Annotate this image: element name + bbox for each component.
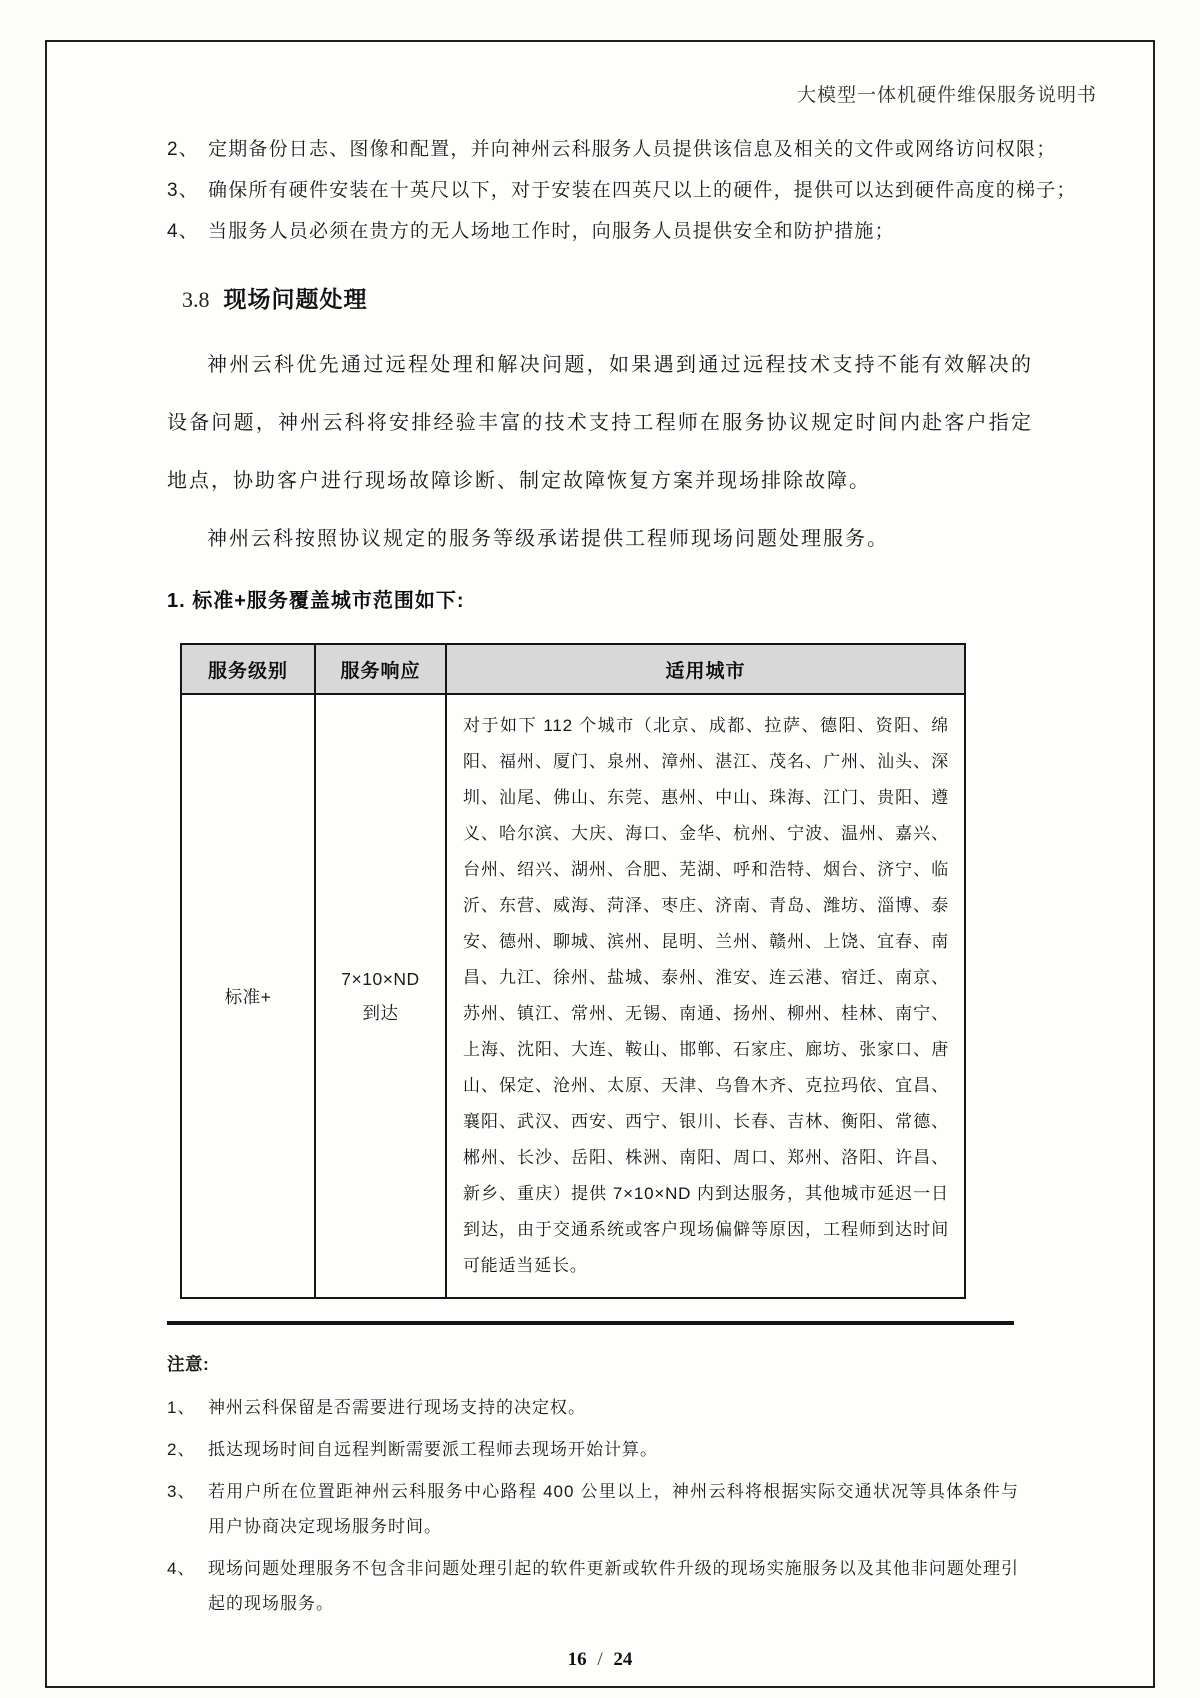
cell-applicable-cities: 对于如下 112 个城市（北京、成都、拉萨、德阳、资阳、绵阳、福州、厦门、泉州、漳州、湛江、茂名、广州、汕头、深圳、汕尾、佛山、东莞、惠州、中山、珠海、江门、贵阳、遵义、哈尔滨、大庆、海口、金华、杭州、宁波、温州、嘉兴、台州、绍兴、湖州、合肥、芜湖、呼和浩特、烟台、济宁、临沂、东营、威海、菏泽、枣庄、济南、青岛、潍坊、淄博、泰安、德州、聊城、滨州、昆明、兰州、赣州、上饶、宜春、南昌、九江、徐州、盐城、泰州、淮安、连云港、宿迁、南京、苏州、镇江、常州、无锡、南通、扬州、柳州、桂林、南宁、上海、沈阳、大连、鞍山、邯郸、石家庄、廊坊、张家口、唐山、保定、沧州、太原、天津、乌鲁木齐、克拉玛依、宜昌、襄阳、武汉、西安、西宁、银川、长春、吉林、衡阳、常德、郴州、长沙、岳阳、株洲、南阳、周口、郑州、洛阳、许昌、新乡、重庆）提供 7×10×ND 内到达服务，其他城市延迟一日到达，由于交通系统或客户现场偏僻等原因，工程师到达时间可能适当延长。 [446,694,965,1298]
note-number: 2、 [167,1440,196,1459]
note-number: 4、 [167,1559,196,1578]
header-service-response: 服务响应 [315,644,446,694]
list-item [167,178,1093,204]
page-number-current: 16 [567,1649,587,1670]
page-border-frame [45,40,1155,1688]
section-number: 3.8 [182,287,210,312]
notes-title: 注意: [167,1354,210,1374]
section-body [167,336,1033,568]
note-text: 神州云科保留是否需要进行现场支持的决定权。 [208,1398,586,1417]
table-header-row [181,644,965,694]
note-item [167,1551,1019,1621]
list-item-text: 确保所有硬件安装在十英尺以下，对于安装在四英尺以上的硬件，提供可以达到硬件高度的梯子； [208,180,1077,201]
requirements-list [167,137,1093,245]
note-item [167,1474,1019,1544]
service-response-line1: 7×10×ND [341,969,420,989]
cell-service-response [315,694,446,1298]
list-item-number: 3、 [167,180,199,201]
header-service-level: 服务级别 [181,644,315,694]
note-item [167,1390,1019,1425]
section-heading [182,281,1153,314]
page-header: 大模型一体机硬件维保服务说明书 [796,85,1097,106]
note-number: 1、 [167,1398,196,1417]
note-text: 现场问题处理服务不包含非问题处理引起的软件更新或软件升级的现场实施服务以及其他非问题处理引起的现场服务。 [208,1559,1019,1613]
note-text: 若用户所在位置距神州云科服务中心路程 400 公里以上，神州云科将根据实际交通状况等具体条件与用户协商决定现场服务时间。 [208,1482,1019,1536]
paragraph: 神州云科按照协议规定的服务等级承诺提供工程师现场问题处理服务。 [207,528,889,550]
notes-list [167,1390,1019,1621]
cell-service-level: 标准+ [181,694,315,1298]
list-item [167,219,1093,245]
note-item [167,1432,1019,1467]
list-item-number: 2、 [167,139,199,160]
service-response-line2: 到达 [362,1003,399,1023]
list-item-text: 当服务人员必须在贵方的无人场地工作时，向服务人员提供安全和防护措施； [208,221,895,242]
page-number-separator: / [597,1649,603,1670]
page-number [47,1649,1153,1671]
paragraph: 神州云科优先通过远程处理和解决问题，如果遇到通过远程技术支持不能有效解决的设备问题，神州云科将安排经验丰富的技术支持工程师在服务协议规定时间内赴客户指定地点，协助客户进行现场故障诊断、制定故障恢复方案并现场排除故障。 [167,354,1033,492]
page-number-total: 24 [613,1649,633,1670]
note-text: 抵达现场时间自远程判断需要派工程师去现场开始计算。 [208,1440,658,1459]
list-item-text: 定期备份日志、图像和配置，并向神州云科服务人员提供该信息及相关的文件或网络访问权限； [208,139,1057,160]
table-row [181,694,965,1298]
list-item [167,137,1093,163]
service-coverage-table [180,643,966,1299]
coverage-heading: 1. 标准+服务覆盖城市范围如下: [167,590,465,612]
divider-rule [167,1321,1014,1325]
section-title: 现场问题处理 [223,286,368,312]
header-applicable-cities: 适用城市 [446,644,965,694]
list-item-number: 4、 [167,221,199,242]
note-number: 3、 [167,1482,196,1501]
